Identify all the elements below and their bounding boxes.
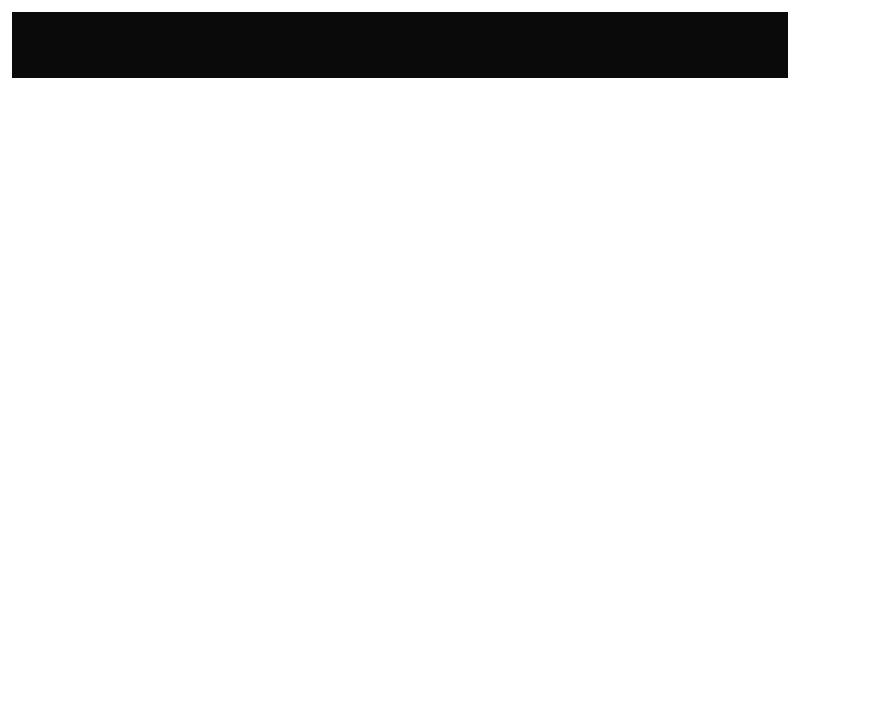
- table-header: [12, 12, 788, 78]
